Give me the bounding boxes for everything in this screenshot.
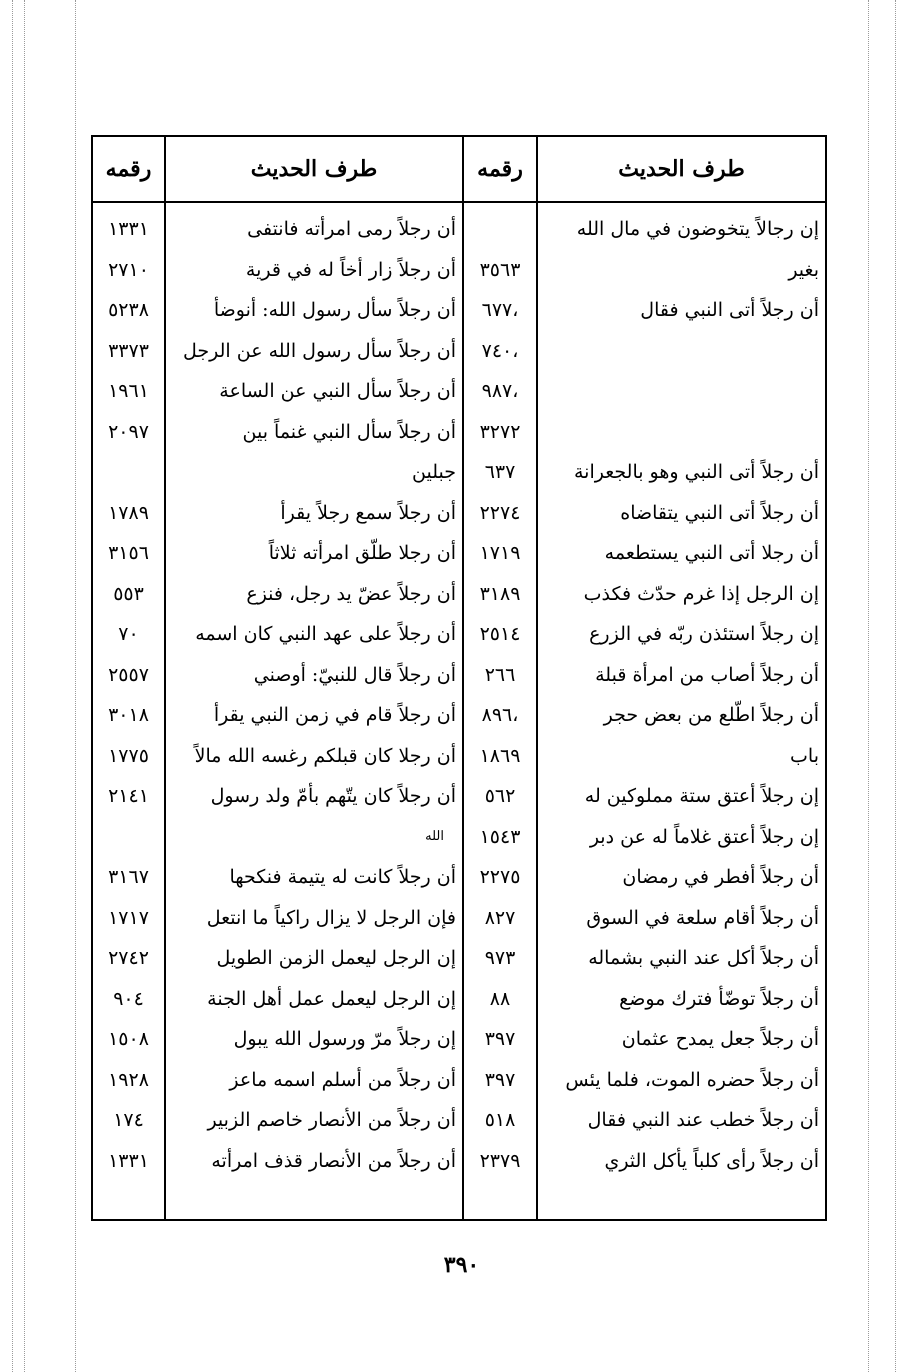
hadith-number-left: ٢١٤١	[108, 785, 149, 807]
hadith-opening-right: أن رجلاً أصاب من امرأة قبلة	[595, 663, 819, 686]
hadith-opening-left: أن رجلا طلّق امرأته ثلاثاً	[268, 542, 456, 564]
hadith-opening-right: أن رجلاً أفطر في رمضان	[622, 866, 819, 888]
header-number-left: رقمه	[105, 156, 152, 182]
hadith-opening-left: أن رجلاً سمع رجلاً يقرأ	[280, 501, 456, 524]
binding-dots	[24, 0, 25, 1372]
hadith-number-left: ١٩٢٨	[108, 1068, 149, 1091]
hadith-number-right: ١٧١٩	[479, 542, 521, 564]
table-row	[93, 1019, 825, 1059]
table-row	[93, 209, 825, 249]
hadith-number-right: ٥٦٢	[484, 785, 516, 807]
binding-dots	[75, 0, 76, 1372]
hadith-opening-left: أن رجلا كان قبلكم رغسه الله مالاً	[194, 744, 456, 767]
table-row	[93, 574, 825, 614]
hadith-number-right: ٣٩٧	[484, 1028, 516, 1050]
hadith-opening-right: إن الرجل إذا غرم حدّث فكذب	[583, 582, 819, 605]
hadith-opening-left: أن رجلاً كان يتّهم بأمّ ولد رسول	[210, 785, 456, 807]
table-row	[93, 979, 825, 1019]
table-row	[93, 1141, 825, 1181]
hadith-opening-right: أن رجلاً توضّأ فترك موضع	[619, 987, 819, 1010]
hadith-opening-left: أن رجلاً كانت له يتيمة فنكحها	[229, 866, 456, 888]
hadith-opening-right: أن رجلاً اطّلع من بعض حجر	[603, 704, 819, 726]
hadith-number-left: ٥٥٣	[113, 582, 144, 605]
hadith-opening-left: أن رجلاً سأل النبي عن الساعة	[219, 380, 456, 402]
hadith-number-right: ٢٥١٤	[479, 623, 521, 645]
hadith-opening-left: أن رجلاً على عهد النبي كان اسمه	[195, 623, 456, 645]
hadith-number-left: ٣٣٧٣	[108, 339, 149, 362]
hadith-number-right: ٩٧٣	[484, 947, 516, 969]
header-number-right: رقمه	[477, 156, 523, 182]
hadith-opening-right: أن رجلاً أتى النبي وهو بالجعرانة	[573, 461, 819, 483]
hadith-opening-right: أن رجلا أتى النبي يستطعمه	[604, 542, 819, 564]
table-row	[93, 614, 825, 654]
hadith-number-left: ١٣٣١	[108, 218, 149, 240]
hadith-number-right: ٣٢٧٢	[479, 420, 521, 443]
hadith-opening-left: إن رجلاً مرّ ورسول الله يبول	[233, 1028, 456, 1050]
hadith-number-right: ٢٢٧٥	[479, 866, 521, 888]
table-row	[93, 857, 825, 897]
hadith-opening-left: أن رجلاً سأل النبي غنماً بين	[242, 420, 456, 443]
hadith-opening-left: أن رجلاً من الأنصار قذف امرأته	[211, 1149, 456, 1172]
table-row	[93, 371, 825, 411]
table-row	[93, 331, 825, 371]
table-row	[93, 736, 825, 776]
hadith-opening-left: أن رجلاً زار أخاً له في قرية	[245, 258, 456, 281]
hadith-number-left: ٢٠٩٧	[108, 420, 149, 443]
hadith-number-left: ٧٠	[118, 623, 139, 645]
hadith-opening-right: إن رجالاً يتخوضون في مال الله	[576, 218, 819, 240]
hadith-number-left: ١٧٤	[113, 1109, 144, 1131]
hadith-number-right: ٢٢٧٤	[479, 501, 521, 524]
hadith-number-right: ،٨٩٦	[481, 704, 519, 726]
binding-dots	[868, 0, 869, 1372]
binding-dots	[895, 0, 896, 1372]
hadith-number-right: ،٦٧٧	[481, 299, 519, 321]
hadith-number-left	[93, 452, 164, 492]
hadith-index-table	[91, 135, 827, 1221]
hadith-number-right: ٣٩٧	[484, 1068, 516, 1091]
table-row	[93, 250, 825, 290]
table-row	[93, 452, 825, 492]
hadith-number-left: ٣٠١٨	[108, 704, 149, 726]
hadith-opening-left: أن رجلاً سأل رسول الله عن الرجل	[183, 339, 456, 362]
hadith-opening-left: فإن الرجل لا يزال راكياً ما انتعل	[206, 906, 456, 929]
binding-dots	[12, 0, 13, 1372]
hadith-opening-right: إن رجلاً أعتق ستة مملوكين له	[584, 785, 819, 807]
hadith-number-right: ١٥٤٣	[479, 825, 521, 848]
hadith-opening-right: أن رجلاً أقام سلعة في السوق	[586, 906, 819, 929]
hadith-number-right: ٨٨	[489, 987, 511, 1010]
table-row	[93, 776, 825, 816]
header-hadith-right: طرف الحديث	[618, 156, 745, 182]
hadith-number-left: ١٧١٧	[108, 906, 149, 929]
hadith-number-left	[93, 817, 164, 857]
hadith-number-right: ،٧٤٠	[481, 339, 519, 362]
hadith-number-right: ٦٣٧	[484, 461, 516, 483]
header-divider	[93, 201, 825, 203]
page-number: ٣٩٠	[443, 1252, 480, 1278]
hadith-number-left: ١٥٠٨	[108, 1028, 149, 1050]
hadith-opening-right: أن رجلاً جعل يمدح عثمان	[621, 1028, 819, 1050]
hadith-opening-right: بغير	[788, 258, 819, 281]
hadith-opening-right: أن رجلاً أتى النبي يتقاضاه	[620, 501, 819, 524]
hadith-opening-left: الله	[425, 829, 444, 844]
hadith-number-right: ٨٢٧	[484, 906, 516, 929]
table-row	[93, 817, 825, 857]
hadith-number-left: ٢٥٥٧	[108, 663, 149, 686]
hadith-opening-right: أن رجلاً خطب عند النبي فقال	[587, 1109, 819, 1131]
hadith-opening-right: إن رجلاً أعتق غلاماً له عن دبر	[589, 825, 819, 848]
table-row	[93, 412, 825, 452]
hadith-number-left: ١٧٨٩	[108, 501, 149, 524]
table-row	[93, 655, 825, 695]
hadith-opening-right: أن رجلاً حضره الموت، فلما يئس	[565, 1068, 819, 1091]
hadith-opening-left: أن رجلاً من الأنصار خاصم الزبير	[207, 1109, 456, 1131]
table-row	[93, 695, 825, 735]
hadith-opening-right	[538, 371, 825, 411]
hadith-number-right	[464, 209, 536, 249]
hadith-opening-left: أن رجلاً قام في زمن النبي يقرأ	[213, 704, 456, 726]
hadith-opening-left: أن رجلاً رمى امرأته فانتفى	[247, 218, 456, 240]
hadith-number-left: ٥٢٣٨	[108, 299, 149, 321]
hadith-opening-left: جبلين	[412, 461, 456, 483]
hadith-opening-right: أن رجلاً أتى النبي فقال	[640, 299, 819, 321]
hadith-opening-right: أن رجلاً رأى كلباً يأكل الثري	[604, 1149, 819, 1172]
table-row	[93, 1060, 825, 1100]
hadith-number-right: ،٩٨٧	[481, 380, 519, 402]
table-row	[93, 938, 825, 978]
hadith-opening-left: إن الرجل ليعمل الزمن الطويل	[216, 947, 456, 969]
hadith-number-right: ٣١٨٩	[479, 582, 521, 605]
hadith-number-right: ٣٥٦٣	[479, 258, 521, 281]
hadith-number-right: ٢٣٧٩	[479, 1149, 521, 1172]
hadith-opening-right: إن رجلاً استئذن ربّه في الزرع	[589, 623, 819, 645]
hadith-number-left: ١٣٣١	[108, 1149, 149, 1172]
hadith-number-right: ٢٦٦	[484, 663, 516, 686]
table-row	[93, 290, 825, 330]
hadith-number-left: ٣١٦٧	[108, 866, 149, 888]
hadith-number-left: ٢٧١٠	[108, 258, 149, 281]
hadith-number-left: ١٩٦١	[108, 380, 149, 402]
hadith-opening-right: أن رجلاً أكل عند النبي بشماله	[588, 947, 819, 969]
table-row	[93, 493, 825, 533]
hadith-opening-left: أن رجلاً قال للنبيّ: أوصني	[253, 663, 456, 686]
hadith-opening-right	[538, 412, 825, 452]
hadith-opening-left: أن رجلاً عضّ يد رجل، فنزع	[246, 582, 456, 605]
hadith-opening-right	[538, 331, 825, 371]
hadith-number-right: ١٨٦٩	[479, 744, 521, 767]
header-hadith-left: طرف الحديث	[250, 156, 378, 182]
table-row	[93, 898, 825, 938]
hadith-opening-left: أن رجلاً من أسلم اسمه ماعز	[229, 1068, 456, 1091]
hadith-opening-left: إن الرجل ليعمل عمل أهل الجنة	[207, 987, 456, 1010]
table-row	[93, 1100, 825, 1140]
hadith-opening-right: باب	[790, 744, 819, 767]
table-row	[93, 533, 825, 573]
hadith-number-left: ٩٠٤	[113, 987, 144, 1010]
hadith-opening-left: أن رجلاً سأل رسول الله: أنوضأ	[213, 299, 456, 321]
hadith-number-right: ٥١٨	[484, 1109, 516, 1131]
hadith-number-left: ٣١٥٦	[108, 542, 149, 564]
hadith-number-left: ٢٧٤٢	[108, 947, 149, 969]
hadith-number-left: ١٧٧٥	[108, 744, 149, 767]
